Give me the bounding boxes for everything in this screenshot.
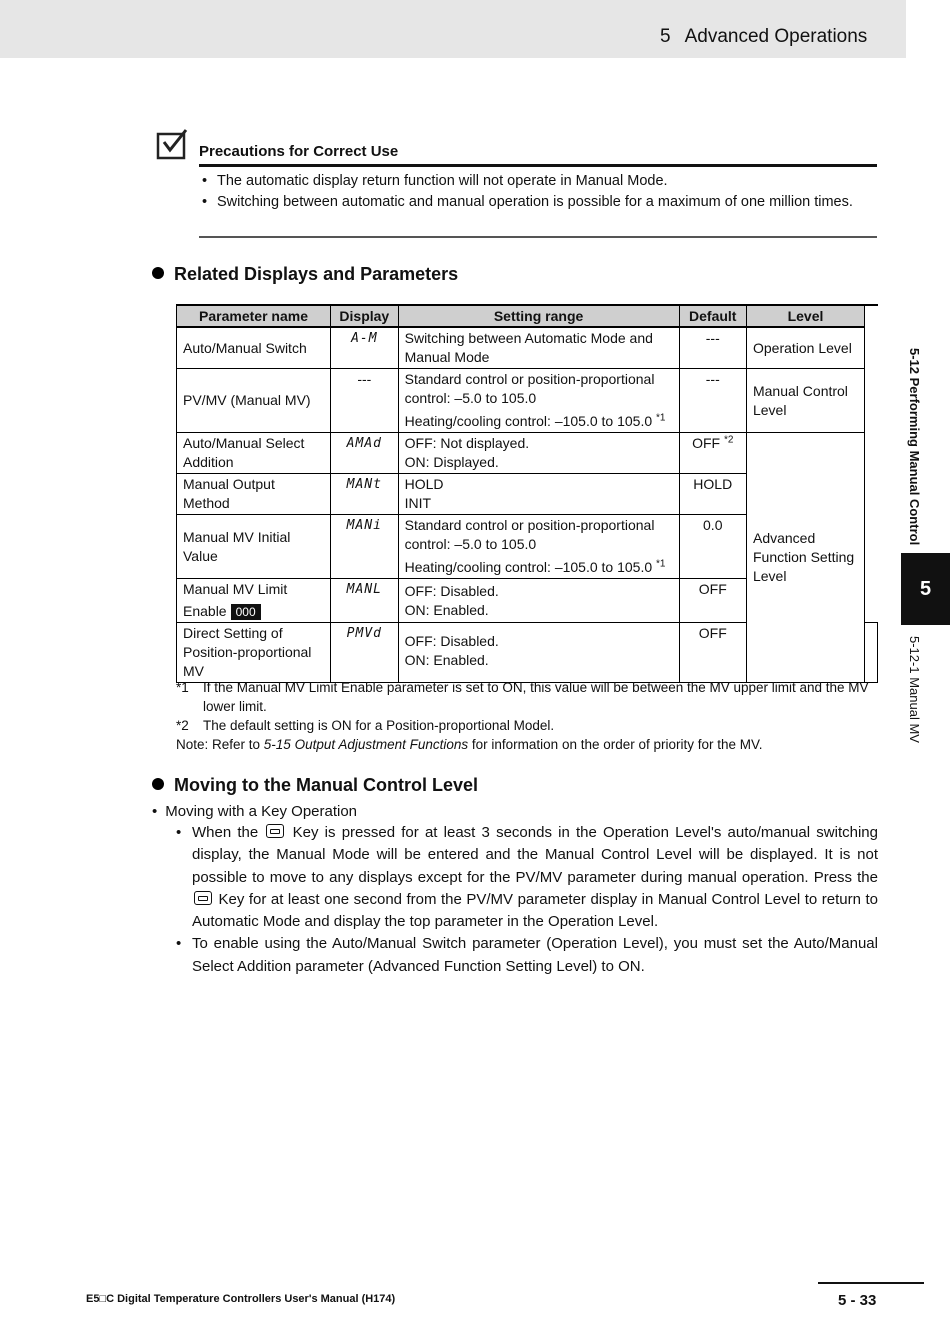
param-range: OFF: Disabled. ON: Enabled. <box>398 623 679 683</box>
bullet-dot-icon <box>152 267 164 279</box>
divider <box>199 236 877 238</box>
precautions-icon <box>156 128 188 160</box>
param-name: Direct Setting of Position-proportional MV <box>177 623 331 683</box>
note-reference-link[interactable]: 5-15 Output Adjustment Functions <box>263 737 469 752</box>
param-default: HOLD <box>679 474 746 515</box>
table-notes <box>176 678 881 754</box>
param-default: 0.0 <box>679 515 746 579</box>
model-badge: 000 <box>231 604 261 620</box>
list-item: • When the Key is pressed for at least 3 seconds in the Operation Level's auto/manual switching display, the Manual Mode will be entered and the Manual Control Level will be displayed. It is not possible to move to any displays except for the PV/MV parameter during manual operation. Press the Key for at least one second from the PV/MV parameter display in Manual Control Level to return to Automatic Mode and display the top parameter in the Operation Level. <box>176 822 878 933</box>
param-name <box>177 579 331 623</box>
param-level <box>865 623 878 683</box>
param-display: MANL <box>331 579 399 623</box>
divider <box>199 164 877 167</box>
param-display: --- <box>331 369 399 433</box>
param-range: Switching between Automatic Mode and Manual Mode <box>398 327 679 369</box>
param-level: Operation Level <box>746 327 864 369</box>
param-default: OFF <box>679 579 746 623</box>
column-header: Setting range <box>398 305 679 327</box>
page-number: 5 - 33 <box>838 1292 877 1309</box>
param-level: Advanced Function Setting Level <box>746 433 864 683</box>
bullet-dot-icon <box>152 778 164 790</box>
sub-bullet: • Moving with a Key Operation <box>152 803 357 820</box>
precautions-title: Precautions for Correct Use <box>199 143 399 160</box>
param-display: MANi <box>331 515 399 579</box>
mode-key-icon <box>194 891 212 905</box>
table-row <box>177 433 878 474</box>
list-item: • The automatic display return function will not operate in Manual Mode. <box>199 172 879 190</box>
table-row <box>177 369 878 433</box>
footer-manual-title: E5□C Digital Temperature Controllers User's Manual (H174) <box>86 1293 396 1305</box>
param-name: PV/MV (Manual MV) <box>177 369 331 433</box>
param-name: Manual MV Initial Value <box>177 515 331 579</box>
chapter-tab[interactable]: 5 <box>901 553 950 625</box>
param-range: HOLD INIT <box>398 474 679 515</box>
param-name: Auto/Manual Select Addition <box>177 433 331 474</box>
side-chapter-label: 5-12 Performing Manual Control <box>907 348 922 546</box>
param-range: Standard control or position-proportional control: –5.0 to 105.0 Heating/cooling control: –105.0 to 105.0 $^{*1}$ <box>398 515 679 579</box>
param-name: Auto/Manual Switch <box>177 327 331 369</box>
param-default: --- <box>679 369 746 433</box>
column-header: Level <box>746 305 864 327</box>
param-display: PMVd <box>331 623 399 683</box>
divider <box>818 1282 924 1284</box>
param-range: OFF: Disabled. ON: Enabled. <box>398 579 679 623</box>
param-name: Manual Output Method <box>177 474 331 515</box>
param-default: --- <box>679 327 746 369</box>
section-heading-related: Related Displays and Parameters <box>152 264 458 285</box>
param-name-line: Enable 000 <box>183 602 324 621</box>
param-range: OFF: Not displayed. ON: Displayed. <box>398 433 679 474</box>
mode-key-icon <box>266 824 284 838</box>
param-default: OFF <box>679 623 746 683</box>
list-item: • Switching between automatic and manual operation is possible for a maximum of one million times. <box>199 193 879 211</box>
list-item: • To enable using the Auto/Manual Switch parameter (Operation Level), you must set the Auto/Manual Select Addition parameter (Advanced Function Setting Level) to ON. <box>176 933 878 978</box>
section-heading-moving: Moving to the Manual Control Level <box>152 775 478 796</box>
param-default: OFF $^{*2}$ <box>679 433 746 474</box>
footnote: *2 The default setting is ON for a Position-proportional Model. <box>176 718 555 733</box>
table-row <box>177 327 878 369</box>
param-display: MANt <box>331 474 399 515</box>
param-name-line: Manual MV Limit <box>183 581 288 597</box>
side-section-label: 5-12-1 Manual MV <box>907 636 922 743</box>
chapter-title: 5 Advanced Operations <box>660 26 868 47</box>
note: Note: Refer to 5-15 Output Adjustment Functions for information on the order of priority for the MV. <box>176 737 763 752</box>
parameters-table <box>176 304 878 683</box>
column-header: Default <box>679 305 746 327</box>
param-level: Manual Control Level <box>746 369 864 433</box>
param-display: A-M <box>331 327 399 369</box>
instruction-list <box>176 822 878 978</box>
footnote: *1 If the Manual MV Limit Enable parameter is set to ON, this value will be between the MV upper limit and the MV lower limit. <box>176 680 869 714</box>
param-range: Standard control or position-proportional control: –5.0 to 105.0 Heating/cooling control: –105.0 to 105.0 $^{*1}$ <box>398 369 679 433</box>
column-header: Display <box>331 305 399 327</box>
param-display: AMAd <box>331 433 399 474</box>
column-header: Parameter name <box>177 305 331 327</box>
precautions-list <box>199 172 879 214</box>
